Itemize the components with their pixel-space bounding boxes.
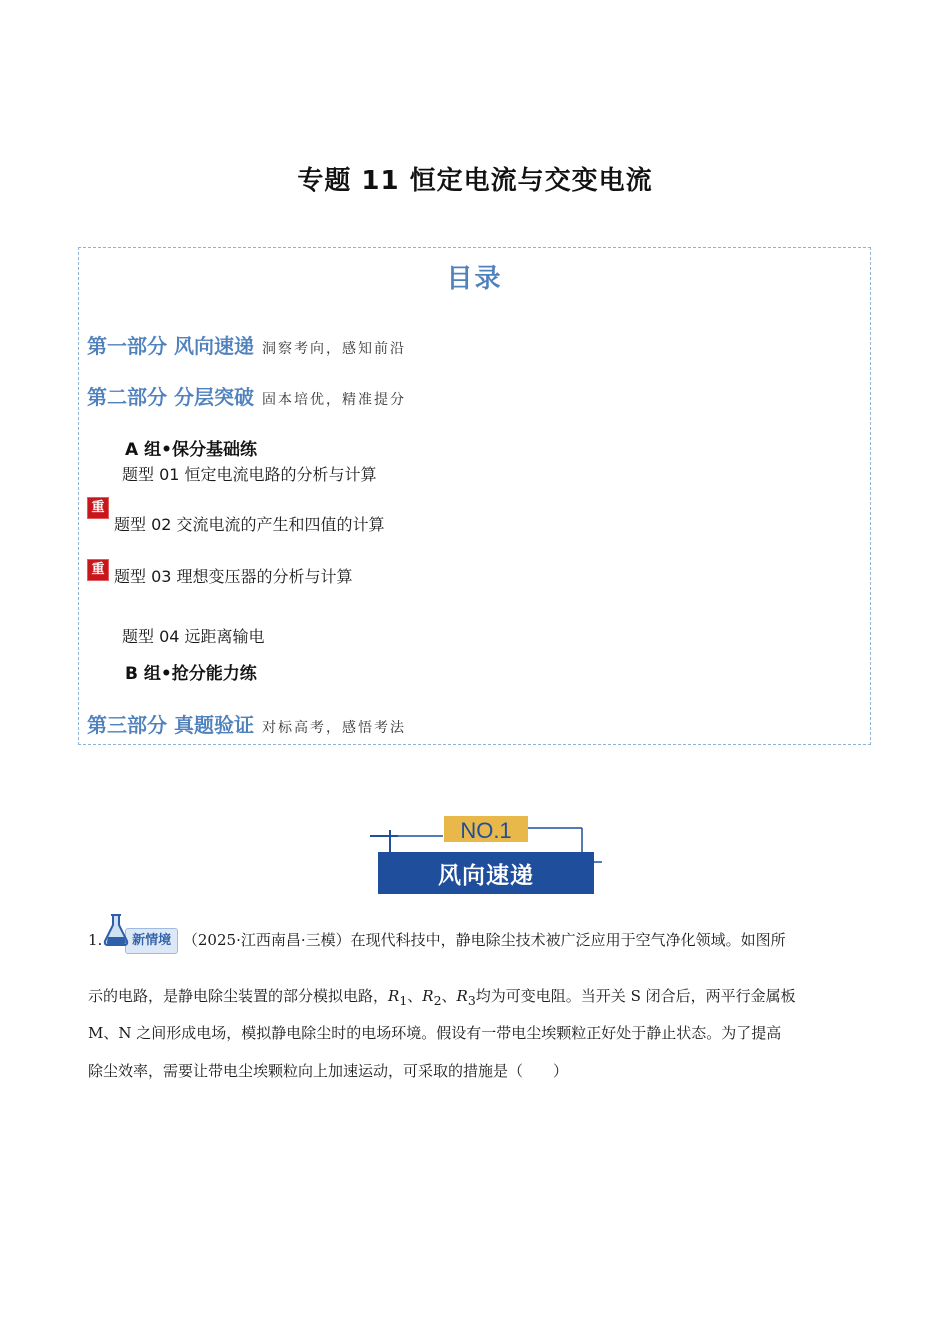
toc-part-3[interactable] — [87, 709, 406, 738]
separator: 、 — [407, 987, 423, 1005]
section-banner — [368, 814, 608, 898]
var-r2: R — [422, 987, 434, 1005]
key-point-icon: 重 — [87, 559, 109, 581]
var-r1: R — [388, 987, 400, 1005]
question-line-2-text-b: 均为可变电阻。当开关 S 闭合后，两平行金属板 — [475, 987, 796, 1005]
toc-part-2-label: 第二部分 分层突破 — [87, 385, 254, 409]
key-point-icon: 重 — [87, 497, 109, 519]
toc-part-3-label: 第三部分 真题验证 — [87, 713, 254, 737]
question-1 — [88, 928, 868, 1088]
question-line-2-text-a: 示的电路，是静电除尘装置的部分模拟电路， — [88, 987, 389, 1005]
toc-heading: 目录 — [446, 264, 503, 294]
toc-part-2-slogan: 固本培优，精准提分 — [261, 392, 406, 408]
toc-qtype-04[interactable]: 题型 04 远距离输电 — [122, 627, 265, 646]
toc-part-1[interactable] — [87, 330, 406, 359]
toc-part-1-label: 第一部分 风向速递 — [87, 334, 254, 358]
toc-part-2[interactable] — [87, 381, 406, 410]
toc-qtype-01[interactable]: 题型 01 恒定电流电路的分析与计算 — [122, 465, 377, 484]
toc-group-b[interactable]: B 组•抢分能力练 — [125, 664, 257, 684]
toc-qtype-02[interactable]: 题型 02 交流电流的产生和四值的计算 — [114, 515, 385, 534]
toc-group-a[interactable]: A 组•保分基础练 — [125, 440, 257, 460]
question-line-1-text: （2025·江西南昌·三模）在现代科技中，静电除尘技术被广泛应用于空气净化领域。如图所 — [182, 931, 786, 949]
question-line-4: 除尘效率，需要让带电尘埃颗粒向上加速运动，可采取的措施是（ ） — [88, 1062, 569, 1080]
question-line-3: M、N 之间形成电场，模拟静电除尘时的电场环境。假设有一带电尘埃颗粒正好处于静止状态。为了提高 — [88, 1024, 782, 1042]
table-of-contents — [78, 247, 871, 745]
toc-part-1-slogan: 洞察考向，感知前沿 — [261, 341, 406, 357]
section-number: NO.1 — [460, 818, 512, 843]
var-r2-sub: 2 — [433, 993, 442, 1008]
badge-label: 新情境 — [132, 933, 172, 948]
new-context-badge — [125, 928, 178, 954]
flask-icon — [102, 913, 132, 947]
question-number: 1. — [88, 931, 103, 949]
var-r3: R — [456, 987, 468, 1005]
document-title: 专题 11 恒定电流与交变电流 — [297, 166, 653, 196]
question-line-1 — [88, 928, 786, 954]
toc-qtype-03[interactable]: 题型 03 理想变压器的分析与计算 — [114, 567, 353, 586]
var-r3-sub: 3 — [467, 993, 476, 1008]
separator: 、 — [441, 987, 457, 1005]
section-title: 风向速递 — [438, 863, 534, 889]
toc-part-3-slogan: 对标高考，感悟考法 — [261, 720, 406, 736]
question-line-2 — [88, 985, 796, 1008]
var-r1-sub: 1 — [399, 993, 408, 1008]
